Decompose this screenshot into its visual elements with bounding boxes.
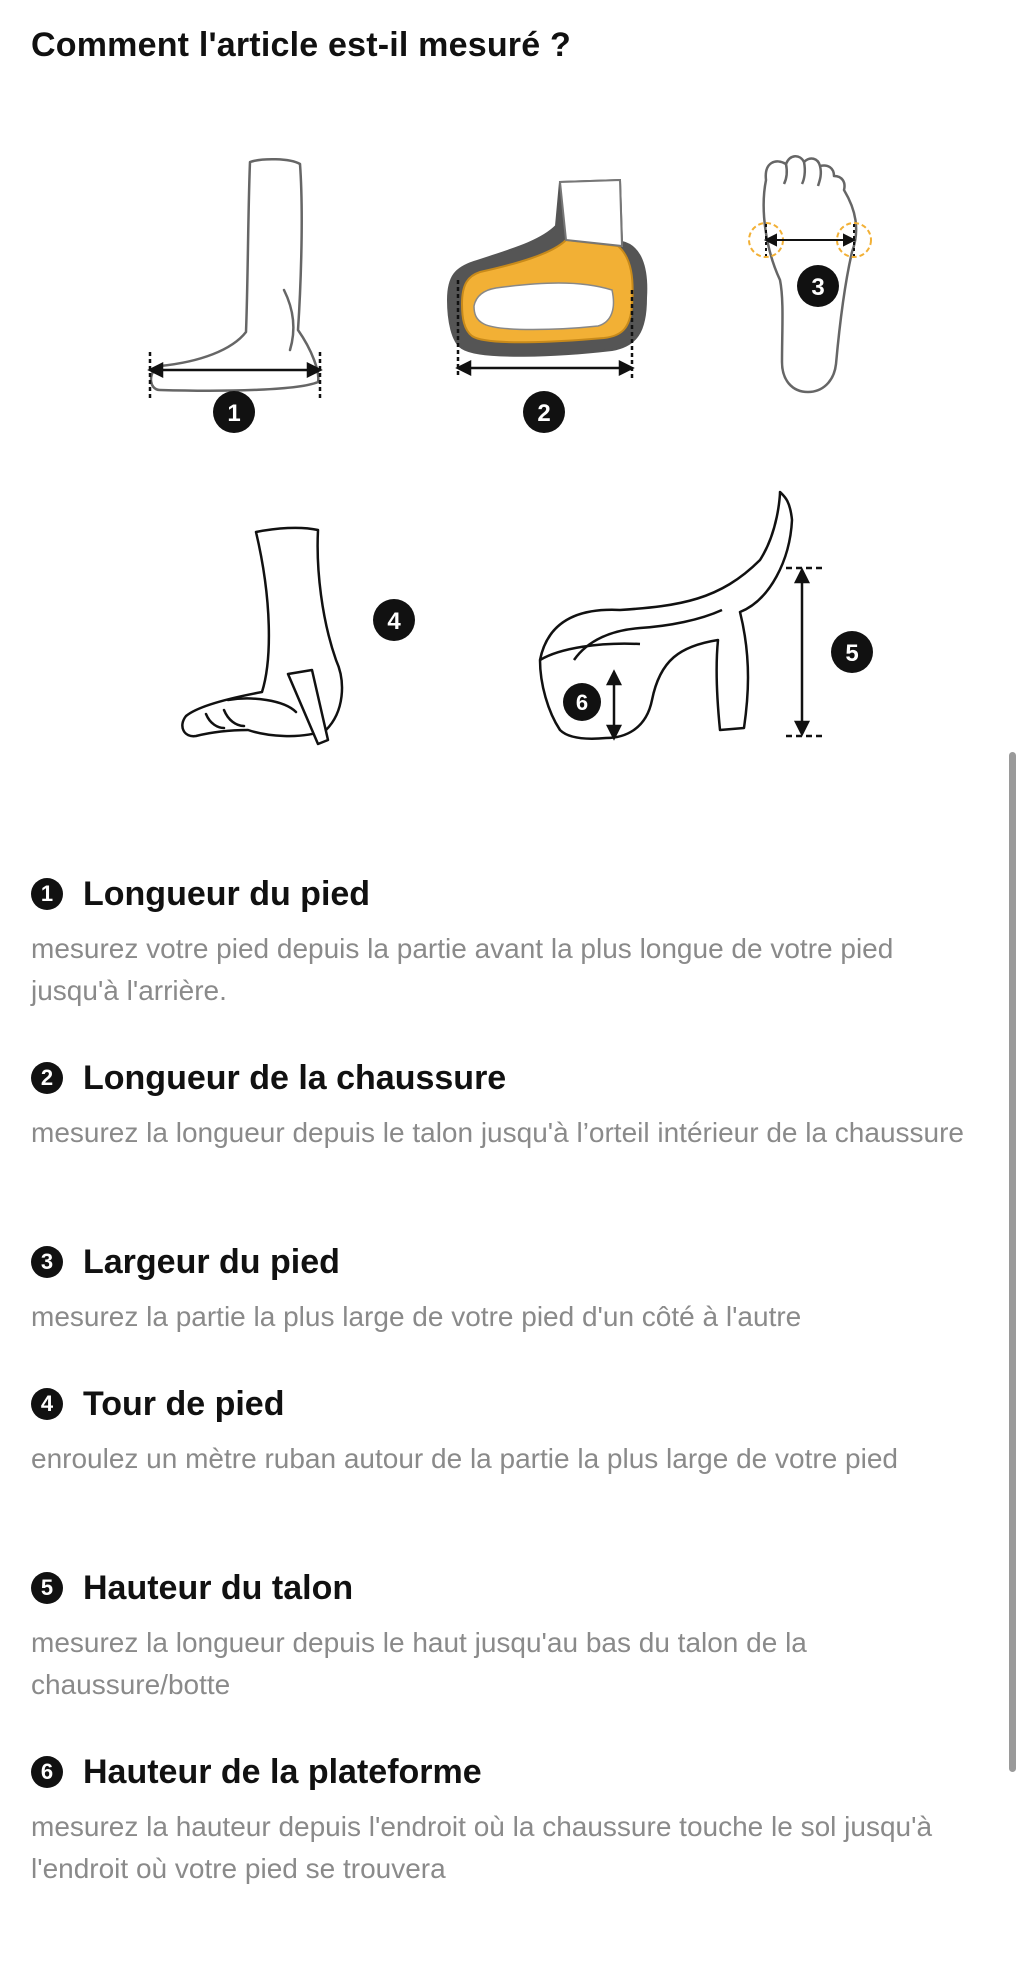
measurement-item-foot-girth xyxy=(31,1382,971,1480)
badge-2 xyxy=(523,391,565,433)
scrollbar[interactable] xyxy=(1009,752,1016,1772)
measurement-item-heel-height xyxy=(31,1566,971,1706)
badge-6 xyxy=(563,683,601,721)
item-description: mesurez la partie la plus large de votre pied d'un côté à l'autre xyxy=(31,1301,802,1332)
badge-1 xyxy=(213,391,255,433)
number-badge: 2 xyxy=(31,1062,63,1094)
item-description: enroulez un mètre ruban autour de la partie la plus large de votre pied xyxy=(31,1443,898,1474)
badge-4 xyxy=(373,599,415,641)
svg-text:1: 1 xyxy=(227,400,241,427)
measurement-illustration xyxy=(0,100,1024,780)
measurement-item-foot-length xyxy=(31,872,971,1012)
measurement-item-shoe-length xyxy=(31,1056,971,1154)
item-title: Longueur de la chaussure xyxy=(83,1059,507,1097)
number-badge: 5 xyxy=(31,1572,63,1604)
item-description: mesurez la hauteur depuis l'endroit où la chaussure touche le sol jusqu'à l'endroit où votre pied se trouvera xyxy=(31,1811,933,1884)
item-title: Longueur du pied xyxy=(83,875,371,913)
number-badge: 6 xyxy=(31,1756,63,1788)
item-description: mesurez la longueur depuis le talon jusqu'à l’orteil intérieur de la chaussure xyxy=(31,1117,964,1148)
item-description: mesurez la longueur depuis le haut jusqu'au bas du talon de la chaussure/botte xyxy=(31,1627,807,1700)
item-title: Tour de pied xyxy=(83,1385,285,1423)
svg-text:3: 3 xyxy=(811,274,825,301)
shoe-insole-icon xyxy=(448,180,646,356)
number-badge: 3 xyxy=(31,1246,63,1278)
page-title: Comment l'article est-il mesuré ? xyxy=(31,26,571,64)
measurement-item-platform-height xyxy=(31,1750,971,1890)
svg-text:4: 4 xyxy=(387,608,401,635)
svg-text:6: 6 xyxy=(575,690,589,715)
item-title: Hauteur de la plateforme xyxy=(83,1753,482,1791)
item-title: Largeur du pied xyxy=(83,1243,340,1281)
badge-3 xyxy=(797,265,839,307)
heel-height-arrow xyxy=(786,568,826,736)
item-description: mesurez votre pied depuis la partie avant la plus longue de votre pied jusqu'à l'arrière. xyxy=(31,933,894,1006)
foot-girth-icon xyxy=(182,528,342,744)
svg-text:2: 2 xyxy=(537,400,551,427)
svg-text:5: 5 xyxy=(845,640,859,667)
measurement-item-foot-width xyxy=(31,1240,971,1338)
foot-side-icon xyxy=(151,159,318,391)
number-badge: 1 xyxy=(31,878,63,910)
number-badge: 4 xyxy=(31,1388,63,1420)
item-title: Hauteur du talon xyxy=(83,1569,354,1607)
badge-5 xyxy=(831,631,873,673)
